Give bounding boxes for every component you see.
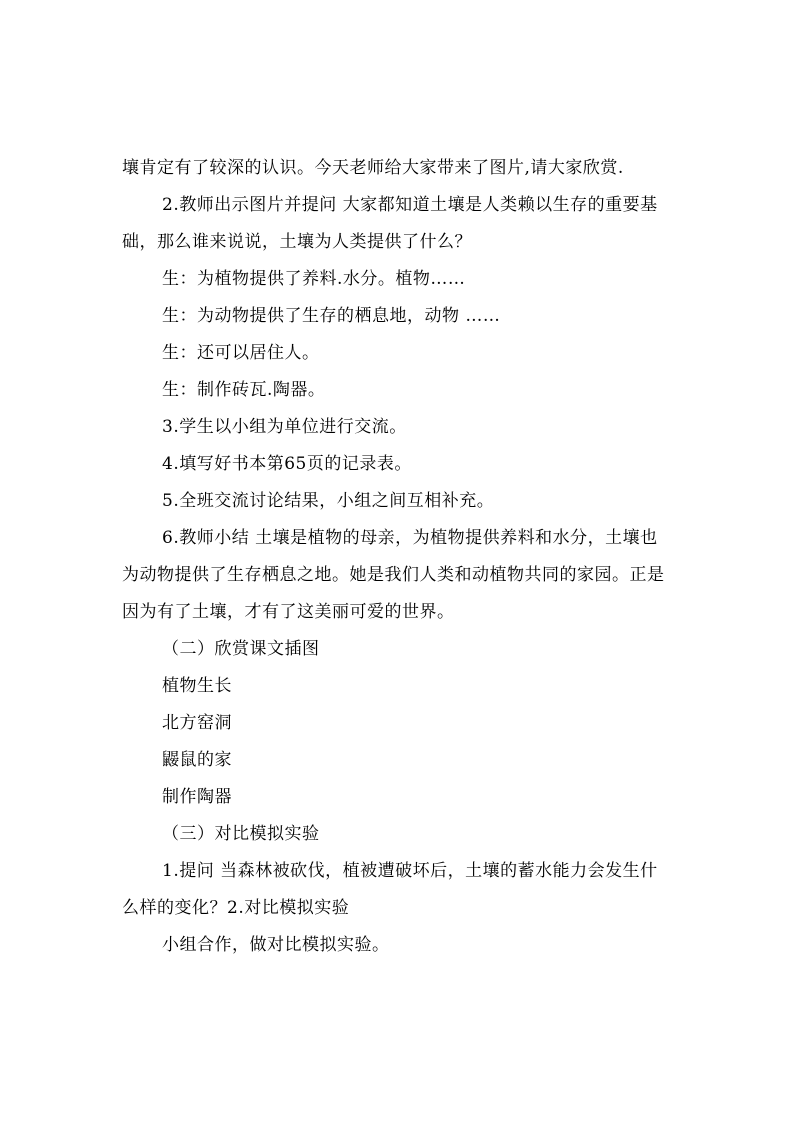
paragraph-line: 壤肯定有了较深的认识。今天老师给大家带来了图片,请大家欣赏.: [122, 158, 624, 178]
paragraph-line: 生：还可以居住人。: [162, 343, 320, 363]
paragraph-line: 因为有了土壤，才有了这美丽可爱的世界。: [122, 602, 455, 622]
paragraph-line: 生：制作砖瓦.陶器。: [162, 380, 326, 400]
paragraph-line: 小组合作，做对比模拟实验。: [162, 935, 390, 955]
paragraph-line: 1.提问 当森林被砍伐，植被遭破坏后，土壤的蓄水能力会发生什: [162, 861, 658, 881]
section-heading: （三）对比模拟实验: [162, 824, 320, 844]
paragraph-line: 生：为动物提供了生存的栖息地，动物 ……: [162, 306, 501, 326]
list-item: 制作陶器: [162, 787, 232, 807]
paragraph-line: 4.填写好书本第65页的记录表。: [162, 454, 412, 474]
paragraph-line: 6.教师小结 土壤是植物的母亲，为植物提供养料和水分，土壤也: [162, 528, 658, 548]
paragraph-line: 5.全班交流讨论结果，小组之间互相补充。: [162, 491, 495, 511]
paragraph-line: 为动物提供了生存栖息之地。她是我们人类和动植物共同的家园。正是: [122, 565, 665, 585]
list-item: 鼹鼠的家: [162, 750, 232, 770]
paragraph-line: 2.教师出示图片并提问 大家都知道土壤是人类赖以生存的重要基: [162, 195, 658, 215]
paragraph-line: 生：为植物提供了养料.水分。植物……: [162, 269, 466, 289]
list-item: 植物生长: [162, 676, 232, 696]
section-heading: （二）欣赏课文插图: [162, 639, 320, 659]
list-item: 北方窑洞: [162, 713, 232, 733]
document-body: [122, 150, 712, 964]
paragraph-line: 么样的变化？2.对比模拟实验: [122, 898, 350, 918]
paragraph-line: 3.学生以小组为单位进行交流。: [162, 417, 407, 437]
paragraph-line: 础，那么谁来说说，土壤为人类提供了什么？: [122, 232, 472, 252]
